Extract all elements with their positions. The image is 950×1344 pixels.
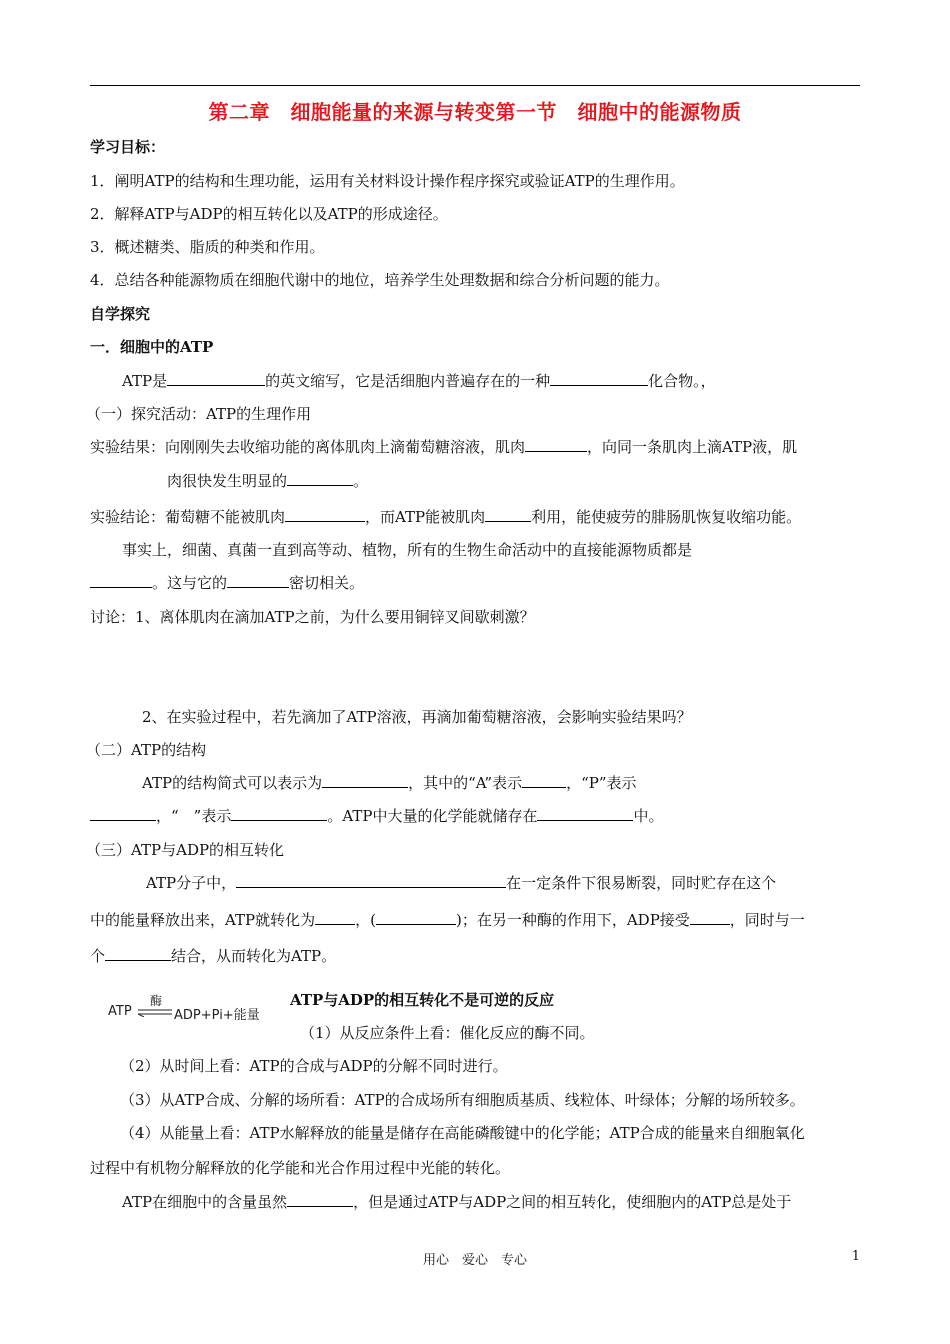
subsection-heading: （二）ATP的结构 [86,741,207,759]
text: )；在另一种酶的作用下，ADP接受 [455,911,690,929]
text: ，( [355,911,376,929]
fill-blank[interactable] [376,910,456,925]
atp-adp-equation [108,992,288,1028]
text: 。 [353,472,369,490]
discussion-question: 讨论：1、离体肌肉在滴加ATP之前，为什么要用铜锌叉间歇刺激？ [90,608,535,626]
paragraph [90,946,860,966]
text: 肉很快发生明显的 [167,472,288,490]
text: 中的能量释放出来，ATP就转化为 [90,911,316,929]
text: 实验结论：葡萄糖不能被肌肉 [90,508,286,526]
text: 实验结果：向刚刚失去收缩功能的离体肌肉上滴葡萄糖溶液，肌肉 [90,438,526,456]
text: 化合物。， [648,372,716,390]
paragraph [90,371,892,391]
fill-blank[interactable] [287,471,353,486]
point-item: 过程中有机物分解释放的化学能和光合作用过程中光能的转化。 [90,1159,511,1177]
fill-blank[interactable] [522,773,566,788]
text: ATP是 [122,372,168,390]
paragraph [90,573,860,593]
section-heading: 一．细胞中的ATP [90,338,214,356]
text: ，“P”表示 [566,774,637,792]
fill-blank[interactable] [285,507,365,522]
text: ATP的结构简式可以表示为 [142,774,323,792]
paragraph [90,471,937,491]
paragraph [90,873,916,893]
fill-blank[interactable] [690,910,730,925]
discussion-question: 2、在实验过程中，若先滴加了ATP溶液，再滴加葡萄糖溶液，会影响实验结果吗？ [142,708,692,726]
objective-item: 4．总结各种能源物质在细胞代谢中的地位，培养学生处理数据和综合分析问题的能力。 [90,271,670,289]
text: ，而ATP能被肌肉 [365,508,486,526]
point-item: （4）从能量上看：ATP水解释放的能量是储存在高能磷酸键中的化学能；ATP合成的能量来自细胞氧化 [120,1124,805,1142]
objectives-heading: 学习目标： [90,138,166,156]
fill-blank[interactable] [90,573,152,588]
subsection-heading: （三）ATP与ADP的相互转化 [86,841,285,859]
self-study-heading: 自学探究 [90,305,151,323]
text: ATP在细胞中的含量虽然 [122,1193,288,1211]
paragraph [90,1192,892,1212]
paragraph [90,437,860,457]
point-item: （1）从反应条件上看：催化反应的酶不同。 [300,1024,595,1042]
fill-blank[interactable] [485,507,531,522]
point-item: （3）从ATP合成、分解的场所看：ATP的合成场所有细胞质基质、线粒体、叶绿体；分解的场所较多。 [120,1091,805,1109]
text: 利用，能使疲劳的腓肠肌恢复收缩功能。 [531,508,802,526]
reversible-arrow-icon [138,1007,174,1017]
fill-blank[interactable] [236,873,506,888]
fill-blank[interactable] [315,910,355,925]
fill-blank[interactable] [287,1192,353,1207]
fill-blank[interactable] [105,946,171,961]
equation-right: ADP+Pi+能量 [174,1008,260,1023]
fill-blank[interactable] [550,371,648,386]
paragraph [90,507,860,527]
header-rule [90,85,860,86]
text: ，同时与一 [729,911,805,929]
text: 结合，从而转化为ATP。 [171,947,337,965]
text: ATP分子中， [146,874,237,892]
text: 在一定条件下很易断裂，同时贮存在这个 [506,874,777,892]
conversion-heading: ATP与ADP的相互转化不是可逆的反应 [290,991,555,1009]
text: 。这与它的 [152,574,228,592]
text: ，“ ”表示 [156,807,232,825]
text: 密切相关。 [289,574,365,592]
page-footer: 用心 爱心 专心 [422,1253,527,1268]
fill-blank[interactable] [167,371,265,386]
fill-blank[interactable] [537,806,633,821]
fill-blank[interactable] [227,573,289,588]
text: 。ATP中大量的化学能就储存在 [327,807,538,825]
paragraph [90,773,912,793]
fill-blank[interactable] [231,806,327,821]
text: ，但是通过ATP与ADP之间的相互转化，使细胞内的ATP总是处于 [353,1193,792,1211]
objective-item: 3．概述糖类、脂质的种类和作用。 [90,238,325,256]
paragraph [90,910,860,930]
fill-blank[interactable] [90,806,156,821]
subsection-heading: （一）探究活动：ATP的生理作用 [86,405,312,423]
text: 中。 [633,807,664,825]
text: 个 [90,947,106,965]
fill-blank[interactable] [525,437,587,452]
page-number: 1 [851,1249,860,1264]
page-title: 第二章 细胞能量的来源与转变第一节 细胞中的能源物质 [208,100,742,124]
paragraph [90,806,860,826]
enzyme-label: 酶 [150,994,163,1008]
equation-left: ATP [108,1004,132,1019]
text: 的英文缩写，它是活细胞内普遍存在的一种 [265,372,551,390]
fill-blank[interactable] [322,773,408,788]
text: ，向同一条肌肉上滴ATP液，肌 [587,438,798,456]
text: ，其中的“A”表示 [408,774,523,792]
paragraph: 事实上，细菌、真菌一直到高等动、植物，所有的生物生命活动中的直接能源物质都是 [122,541,693,559]
objective-item: 2．解释ATP与ADP的相互转化以及ATP的形成途径。 [90,205,448,223]
objective-item: 1．阐明ATP的结构和生理功能，运用有关材料设计操作程序探究或验证ATP的生理作用。 [90,172,685,190]
point-item: （2）从时间上看：ATP的合成与ADP的分解不同时进行。 [120,1057,508,1075]
